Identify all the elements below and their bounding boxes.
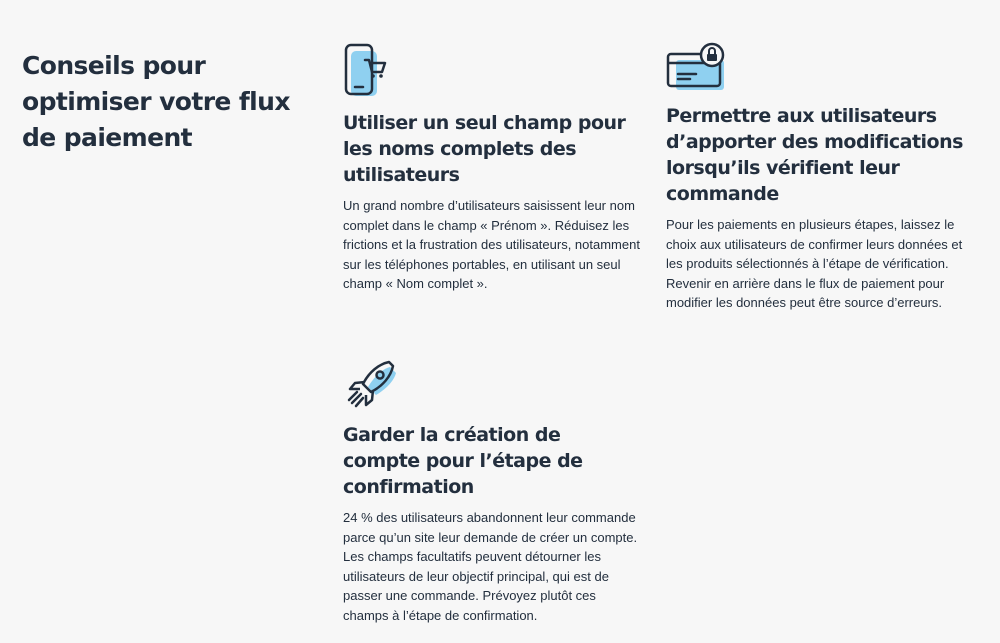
- section-title: Conseils pour optimiser votre flux de paiement: [22, 51, 290, 152]
- tip-card-edit-at-review: [666, 42, 966, 313]
- phone-cart-icon: [343, 42, 397, 100]
- card-lock-icon: [666, 42, 728, 92]
- tip-description: 24 % des utilisateurs abandonnent leur commande parce qu’un site leur demande de créer un compte. Les champs facultatifs peuvent détourner les utilisateurs de leur objectif principal, qui est de passer une commande. Prévoyez plutôt ces champs à l’étape de confirmation.: [343, 510, 638, 623]
- tip-title: Garder la création de compte pour l’étape de confirmation: [343, 424, 583, 498]
- tip-description: Un grand nombre d’utilisateurs saisissent leur nom complet dans le champ « Prénom ». Réduisez les frictions et la frustration des utilisateurs, notamment sur les téléphones portables, en utilisant un seul champ « Nom complet ».: [343, 198, 640, 291]
- tip-title: Utiliser un seul champ pour les noms complets des utilisateurs: [343, 112, 626, 186]
- rocket-icon: [343, 356, 397, 414]
- tip-card-account-creation: [343, 356, 643, 625]
- tip-description: Pour les paiements en plusieurs étapes, laissez le choix aux utilisateurs de confirmer leurs données et les produits sélectionnés à l’étape de vérification. Revenir en arrière dans le flux de paiement pour modifier les données peut être source d’erreurs.: [666, 217, 963, 310]
- tip-card-single-name-field: [343, 42, 643, 294]
- tip-title: Permettre aux utilisateurs d’apporter des modifications lorsqu’ils vérifient leur commande: [666, 105, 963, 205]
